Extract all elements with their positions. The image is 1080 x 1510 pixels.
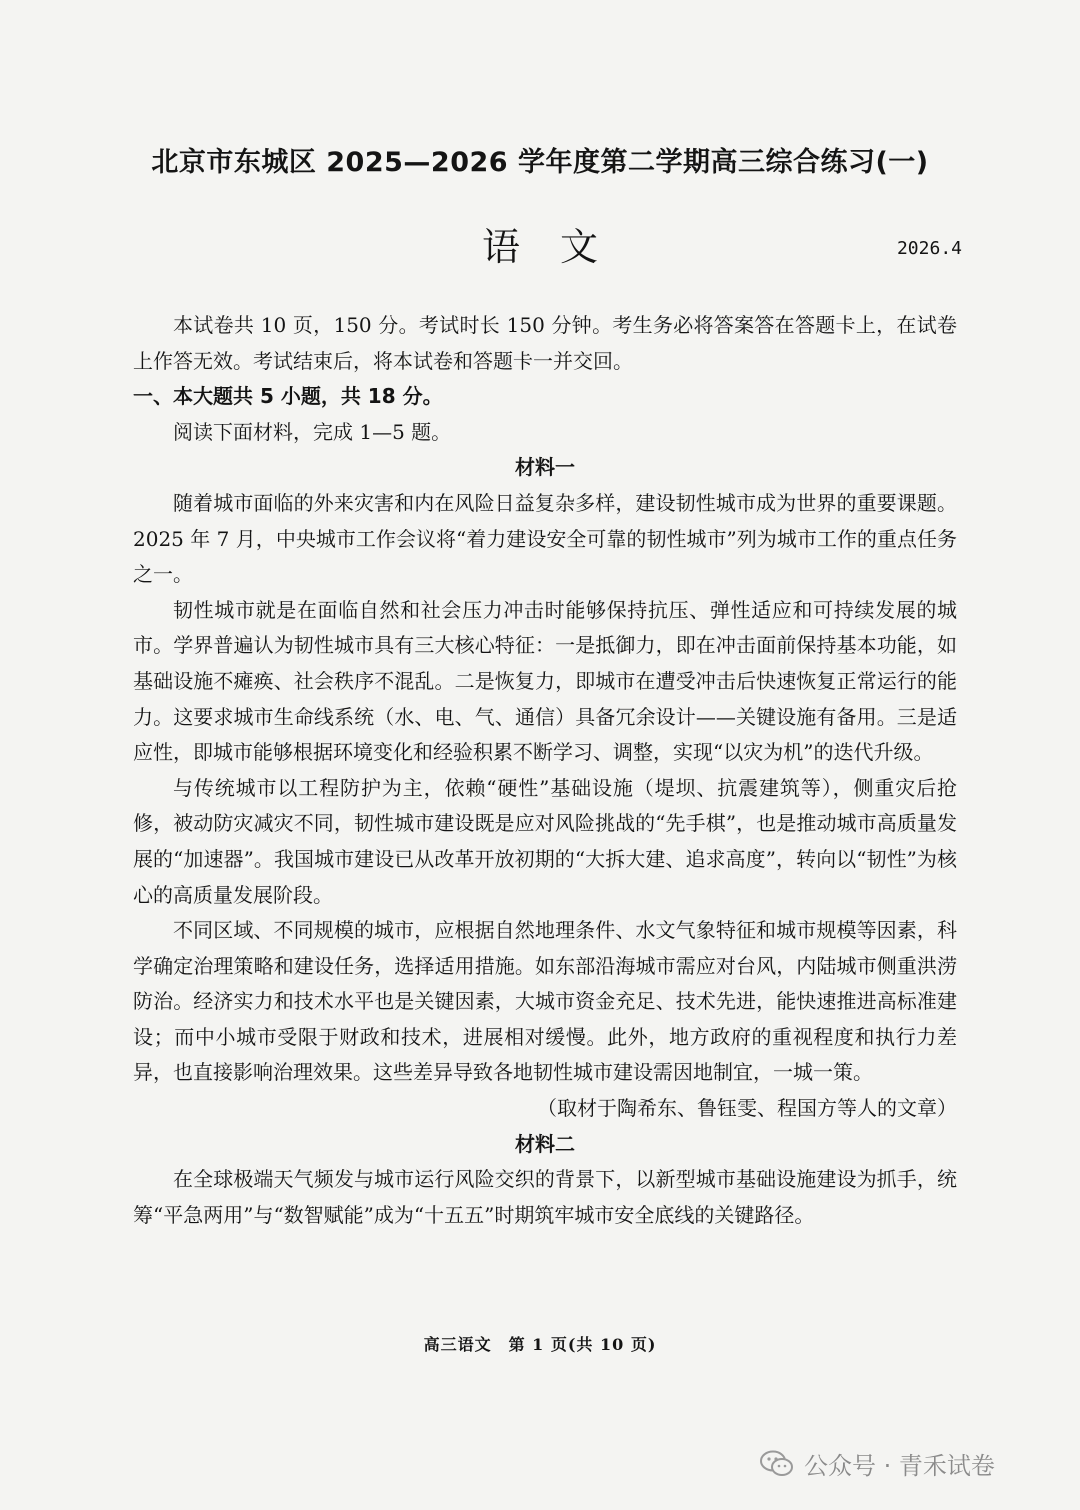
wechat-icon (760, 1450, 794, 1478)
exam-title: 北京市东城区 2025—2026 学年度第二学期高三综合练习(一) (151, 147, 929, 178)
instructions: 本试卷共 10 页，150 分。考试时长 150 分钟。考生务必将答案答在答题卡上，在试卷上作答无效。考试结束后，将本试卷和答题卡一并交回。 (133, 313, 957, 373)
source-citation: （取材于陶希东、鲁钰雯、程国方等人的文章） (537, 1096, 957, 1121)
exam-date: 2026.4 (896, 238, 962, 259)
paragraph: 在全球极端天气频发与城市运行风险交织的背景下，以新型城市基础设施建设为抓手，统筹“平急两用”与“数智赋能”成为“十五五”时期筑牢城市安全底线的关键路径。 (133, 1167, 957, 1227)
paragraph: 韧性城市就是在面临自然和社会压力冲击时能够保持抗压、弹性适应和可持续发展的城市。学界普遍认为韧性城市具有三大核心特征：一是抵御力，即在冲击面前保持基本功能，如基础设施不瘫痪、社会秩序不混乱。二是恢复力，即城市在遭受冲击后快速恢复正常运行的能力。这要求城市生命线系统（水、电、气、通信）具备冗余设计——关键设施有备用。三是适应性，即城市能够根据环境变化和经验积累不断学习、调整，实现“以灾为机”的迭代升级。 (133, 597, 957, 765)
subject-title: 语文 (481, 225, 638, 269)
section-prompt: 阅读下面材料，完成 1—5 题。 (173, 419, 452, 444)
watermark (760, 1446, 995, 1481)
paragraph: 与传统城市以工程防护为主，依赖“硬性”基础设施（堤坝、抗震建筑等），侧重灾后抢修，被动防灾减灾不同，韧性城市建设既是应对风险挑战的“先手棋”，也是推动城市高质量发展的“加速器”。我国城市建设已从改革开放初期的“大拆大建、追求高度”，转向以“韧性”为核心的高质量发展阶段。 (133, 775, 957, 907)
watermark-text: 公众号 · 青禾试卷 (804, 1452, 995, 1480)
paragraph: 不同区域、不同规模的城市，应根据自然地理条件、水文气象特征和城市规模等因素，科学确定治理策略和建设任务，选择适用措施。如东部沿海城市需应对台风，内陆城市侧重洪涝防治。经济实力和技术水平也是关键因素，大城市资金充足、技术先进，能快速推进高标准建设；而中小城市受限于财政和技术，进展相对缓慢。此外，地方政府的重视程度和执行力差异，也直接影响治理效果。这些差异导致各地韧性城市建设需因地制宜，一城一策。 (133, 918, 957, 1085)
material-heading: 材料二 (515, 1131, 575, 1156)
exam-body (133, 308, 957, 1233)
page-footer: 高三语文 第 1 页(共 10 页) (423, 1335, 657, 1354)
material-heading: 材料一 (515, 455, 575, 480)
paragraph: 随着城市面临的外来灾害和内在风险日益复杂多样，建设韧性城市成为世界的重要课题。2025 年 7 月，中央城市工作会议将“着力建设安全可靠的韧性城市”列为城市工作的重点任务之一。 (133, 490, 957, 587)
section-title: 一、本大题共 5 小题，共 18 分。 (133, 384, 443, 409)
